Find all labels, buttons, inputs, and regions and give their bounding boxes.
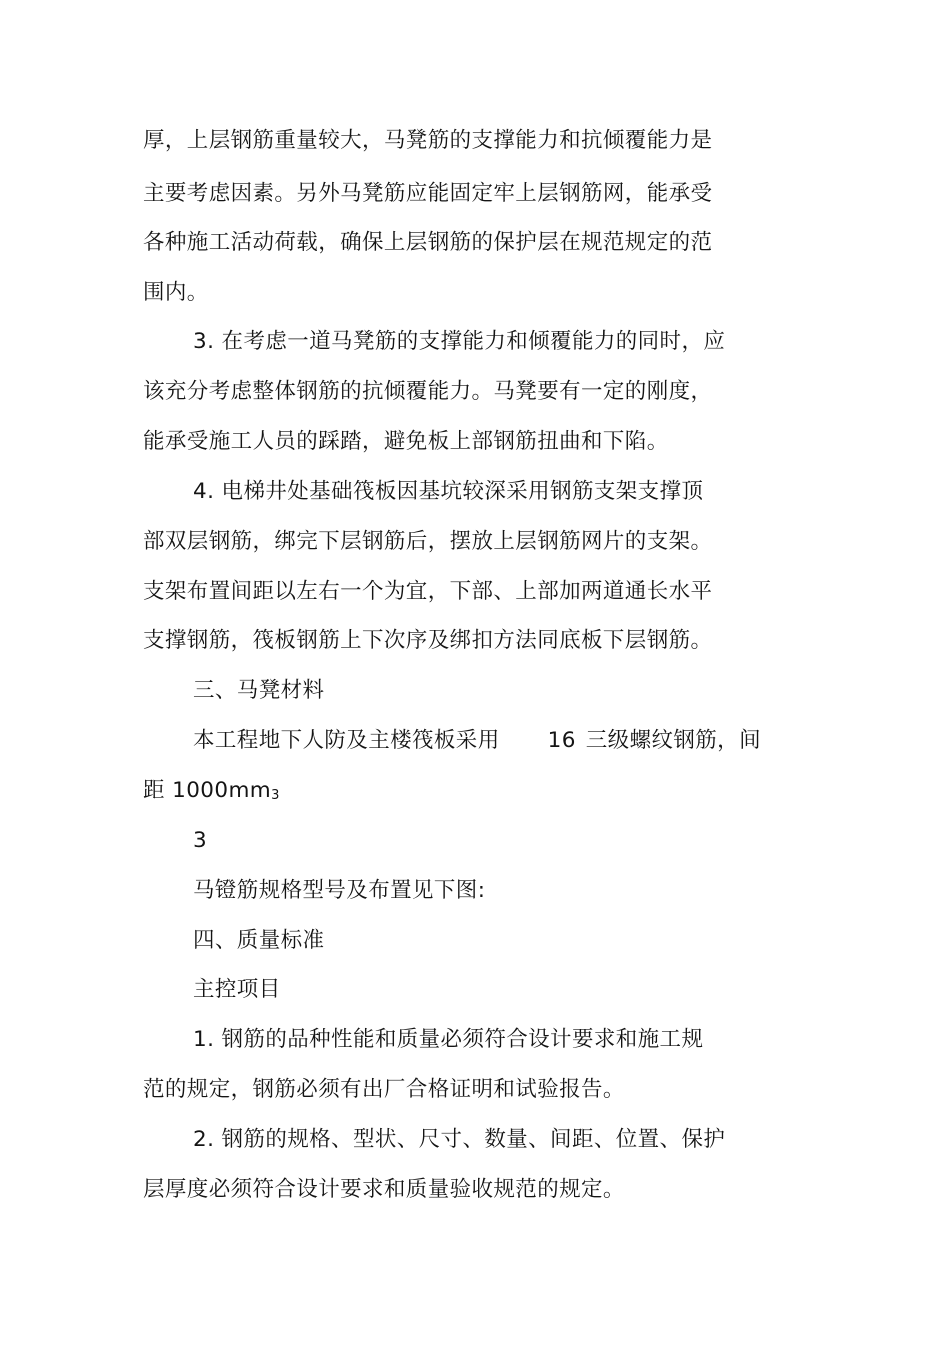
paragraph-line (193, 727, 761, 755)
paragraph-line: 层厚度必须符合设计要求和质量验收规范的规定。 (143, 1177, 625, 1202)
section-heading: 四、质量标准 (193, 928, 325, 953)
paragraph-line: 该充分考虑整体钢筋的抗倾覆能力。马凳要有一定的刚度， (143, 379, 713, 404)
text-segment: 三级螺纹钢筋，间 (585, 728, 761, 753)
text-segment: 距 1000mm (143, 778, 272, 803)
figure-note: 马镫筋规格型号及布置见下图: (193, 878, 486, 903)
rebar-diameter: 16 (547, 728, 576, 753)
paragraph-line: 主要考虑因素。另外马凳筋应能固定牢上层钢筋网，能承受 (143, 181, 713, 206)
paragraph-line: 范的规定，钢筋必须有出厂合格证明和试验报告。 (143, 1077, 625, 1102)
paragraph-line: 厚，上层钢筋重量较大，马凳筋的支撑能力和抗倾覆能力是 (143, 128, 713, 153)
paragraph-line: 围内。 (143, 280, 209, 305)
paragraph-line: 能承受施工人员的踩踏，避免板上部钢筋扭曲和下陷。 (143, 429, 669, 454)
page-number: 3 (193, 828, 208, 853)
paragraph-line: 4. 电梯井处基础筏板因基坑较深采用钢筋支架支撑顶 (193, 479, 704, 504)
paragraph-line (143, 777, 280, 810)
paragraph-line: 部双层钢筋，绑完下层钢筋后，摆放上层钢筋网片的支架。 (143, 529, 713, 554)
paragraph-line: 3. 在考虑一道马凳筋的支撑能力和倾覆能力的同时，应 (193, 329, 726, 354)
paragraph-line: 支架布置间距以左右一个为宜，下部、上部加两道通长水平 (143, 579, 713, 604)
sub-heading: 主控项目 (193, 977, 281, 1002)
paragraph-line: 支撑钢筋，筏板钢筋上下次序及绑扣方法同底板下层钢筋。 (143, 628, 713, 653)
paragraph-line: 各种施工活动荷载，确保上层钢筋的保护层在规范规定的范 (143, 230, 713, 255)
paragraph-line: 2. 钢筋的规格、型状、尺寸、数量、间距、位置、保护 (193, 1127, 726, 1152)
section-heading: 三、马凳材料 (193, 678, 325, 703)
text-segment: 本工程地下人防及主楼筏板采用 (193, 728, 500, 753)
paragraph-line: 1. 钢筋的品种性能和质量必须符合设计要求和施工规 (193, 1027, 704, 1052)
unit-superscript: 3 (271, 788, 280, 803)
